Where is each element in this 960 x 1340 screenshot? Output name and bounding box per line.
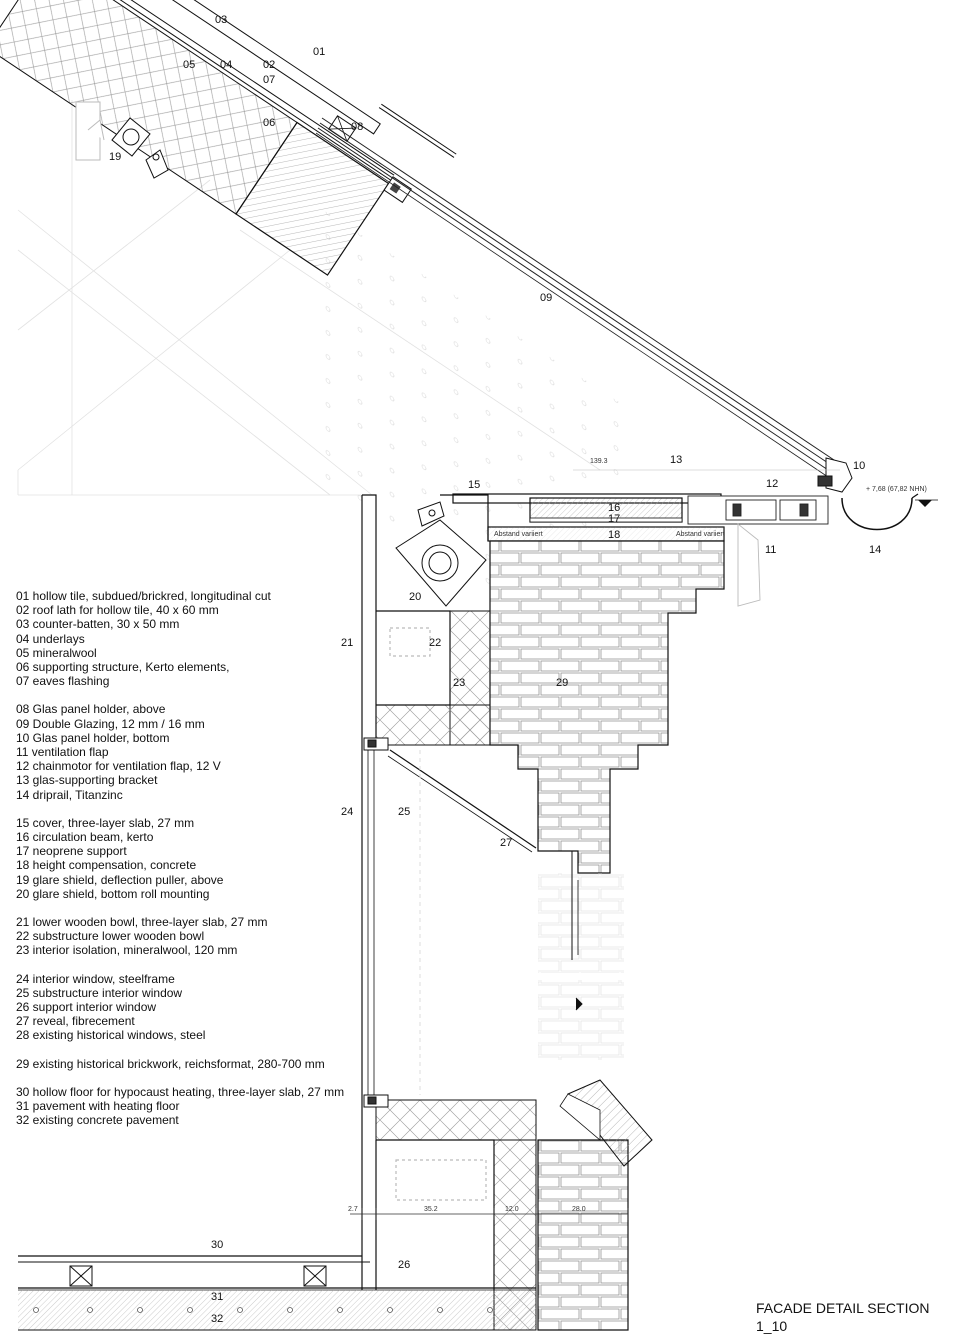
legend-group-floor <box>16 1085 356 1128</box>
legend <box>16 589 356 1142</box>
legend-item: 28 existing historical windows, steel <box>16 1028 206 1043</box>
legend-item: 17 neoprene support <box>16 844 127 859</box>
callout-21: 21 <box>341 637 354 649</box>
callout-11: 11 <box>765 544 777 556</box>
insulation-lower <box>376 1100 536 1140</box>
dim-bracket: 139.3 <box>590 458 608 465</box>
dim-2: 35.2 <box>424 1206 438 1213</box>
legend-item: 24 interior window, steelframe <box>16 971 175 986</box>
callout-16: 16 <box>608 502 621 514</box>
callout-22: 22 <box>429 637 442 649</box>
callout-06: 06 <box>263 117 276 129</box>
legend-group-window <box>16 972 356 1043</box>
legend-item: 13 glas-supporting bracket <box>16 773 158 788</box>
callout-03: 03 <box>215 14 228 26</box>
callout-20: 20 <box>409 591 422 603</box>
callout-31: 31 <box>211 1291 224 1303</box>
drawing-title <box>756 1299 929 1335</box>
abstand-left: Abstand variiert <box>494 531 543 538</box>
insulation-strip <box>376 705 490 745</box>
legend-item: 15 cover, three-layer slab, 27 mm <box>16 815 195 830</box>
legend-item: 11 ventilation flap <box>16 745 109 760</box>
legend-group-roof <box>16 589 356 688</box>
level-annotation: + 7,68 (67,82 NHN) <box>866 486 927 493</box>
callout-12: 12 <box>766 478 779 490</box>
legend-group-wooden-bowl <box>16 915 356 958</box>
legend-item: 01 hollow tile, subdued/brickred, longitudinal cut <box>16 589 271 603</box>
callout-05: 05 <box>183 59 196 71</box>
legend-group-glazing <box>16 702 356 801</box>
callout-32: 32 <box>211 1313 224 1325</box>
callout-13: 13 <box>670 454 683 466</box>
legend-item: 09 Double Glazing, 12 mm / 16 mm <box>16 716 205 731</box>
brickwork-lower <box>538 873 624 973</box>
callout-26: 26 <box>398 1259 411 1271</box>
callout-29: 29 <box>556 677 569 689</box>
legend-group-support <box>16 816 356 901</box>
legend-item: 25 substructure interior window <box>16 985 183 1000</box>
legend-item: 08 Glas panel holder, above <box>16 702 166 717</box>
callout-17: 17 <box>608 513 621 525</box>
legend-item: 29 existing historical brickwork, reichsformat, 280-700 mm <box>16 1056 325 1071</box>
neoprene-support <box>530 518 682 522</box>
callout-25: 25 <box>398 806 411 818</box>
callout-24: 24 <box>341 806 354 818</box>
callout-01: 01 <box>313 46 326 58</box>
legend-item: 07 eaves flashing <box>16 674 110 689</box>
callout-19: 19 <box>109 151 122 163</box>
callout-10: 10 <box>853 460 866 472</box>
legend-item: 30 hollow floor for hypocaust heating, three-layer slab, 27 mm <box>16 1084 345 1099</box>
legend-item: 05 mineralwool <box>16 645 97 660</box>
legend-group-brickwork <box>16 1057 356 1071</box>
callout-15: 15 <box>468 479 481 491</box>
callout-18: 18 <box>608 529 621 541</box>
callout-30: 30 <box>211 1239 224 1251</box>
dim-4: 28.0 <box>572 1206 586 1213</box>
dim-1: 2.7 <box>348 1206 358 1213</box>
legend-item: 22 substructure lower wooden bowl <box>16 929 205 944</box>
legend-item: 23 interior isolation, mineralwool, 120 mm <box>16 943 238 958</box>
legend-item: 02 roof lath for hollow tile, 40 x 60 mm <box>16 603 219 618</box>
title-line-1: FACADE DETAIL SECTION <box>756 1300 930 1316</box>
title-scale: 1_10 <box>756 1318 788 1334</box>
level-marker <box>918 500 932 507</box>
callout-07: 07 <box>263 74 276 86</box>
legend-item: 03 counter-batten, 30 x 50 mm <box>16 617 180 632</box>
legend-item: 18 height compensation, concrete <box>16 858 197 873</box>
lower-substructure <box>376 1140 494 1290</box>
callout-02: 02 <box>263 59 276 71</box>
legend-item: 32 existing concrete pavement <box>16 1113 179 1128</box>
callout-27: 27 <box>500 837 513 849</box>
legend-item: 27 reveal, fibrecement <box>16 1014 135 1029</box>
brickwork <box>490 541 724 873</box>
callout-08: 08 <box>351 121 364 133</box>
dim-3: 12.0 <box>505 1206 519 1213</box>
legend-item: 12 chainmotor for ventilation flap, 12 V <box>16 759 221 774</box>
legend-item: 04 underlays <box>16 631 85 646</box>
callout-09: 09 <box>540 292 553 304</box>
floor-build-up <box>18 1256 536 1330</box>
brickwork-bottom <box>538 1140 628 1330</box>
legend-item: 10 Glas panel holder, bottom <box>16 730 170 745</box>
insulation-layer <box>0 0 297 214</box>
legend-item: 31 pavement with heating floor <box>16 1099 180 1114</box>
driprail <box>842 498 912 530</box>
callout-14: 14 <box>869 544 882 556</box>
abstand-right: Abstand variiert <box>676 531 725 538</box>
glass-holder-bottom <box>818 458 852 492</box>
legend-item: 21 lower wooden bowl, three-layer slab, 27 mm <box>16 915 268 930</box>
legend-item: 06 supporting structure, Kerto elements, <box>16 660 230 675</box>
legend-item: 19 glare shield, deflection puller, above <box>16 872 224 887</box>
legend-item: 26 support interior window <box>16 1000 157 1015</box>
legend-item: 14 driprail, Titanzinc <box>16 787 123 802</box>
legend-item: 20 glare shield, bottom roll mounting <box>16 886 210 901</box>
callout-04: 04 <box>220 59 233 71</box>
callout-23: 23 <box>453 677 466 689</box>
legend-item: 16 circulation beam, kerto <box>16 830 154 845</box>
